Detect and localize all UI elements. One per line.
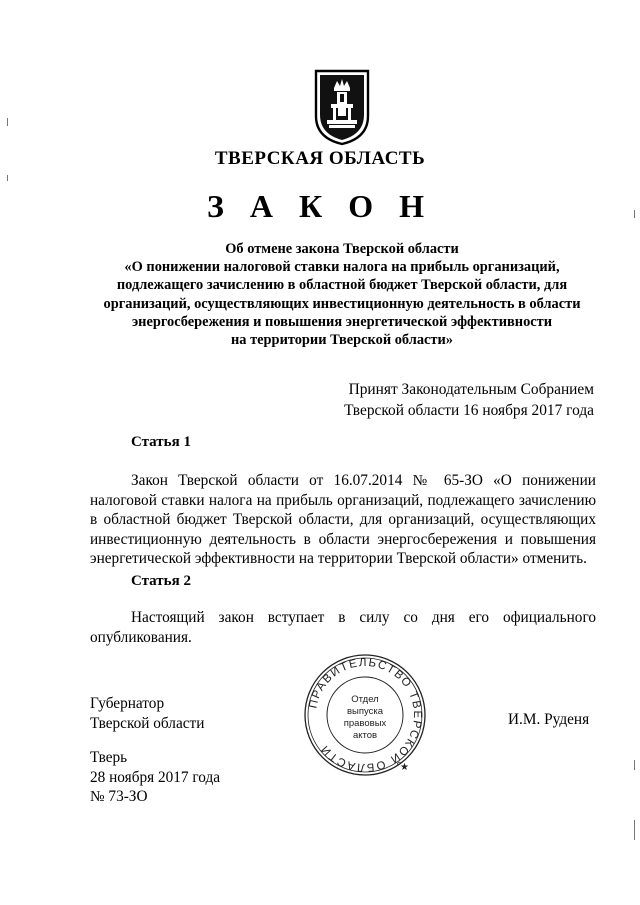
signatory-position-line: Тверской области: [90, 714, 205, 732]
svg-text:★: ★: [400, 762, 409, 773]
document-type-heading: З А К О Н: [207, 188, 433, 224]
law-title-line: подлежащего зачислению в областной бюджет Тверской области, для: [116, 277, 568, 294]
adoption-line: Принят Законодательным Собранием: [348, 381, 594, 398]
stamp-ring-text: ПРАВИТЕЛЬСТВО ТВЕРСКОЙ ОБЛАСТИ: [307, 656, 424, 774]
article-2-text: Настоящий закон вступает в силу со дня его официального опубликования.: [90, 609, 596, 646]
article-1-text: Закон Тверской области от 16.07.2014 № 65-ЗО «О понижении налоговой ставки налога на прибыль организаций, подлежащего зачислению в областной бюджет Тверской области, для организаций, осуществляющих инвестиционную деятельность в области энергосбережения и повышения энергетической эффективности на территории Тверской области» отменить.: [90, 472, 596, 568]
article-1-heading: Статья 1: [131, 434, 191, 450]
article-2-heading: Статья 2: [131, 573, 191, 589]
stamp-center-line: Отдел: [351, 694, 379, 705]
law-title-line: Об отмене закона Тверской области: [225, 241, 459, 257]
scan-mark: [634, 760, 635, 770]
signatory-position-line: Губернатор: [90, 695, 165, 712]
adoption-note: [344, 379, 594, 421]
signatory-position: [90, 694, 204, 733]
law-title-line: на территории Тверской области»: [231, 332, 453, 349]
issue-details: [90, 748, 220, 807]
issue-date: 28 ноября 2017 года: [90, 768, 221, 786]
scan-mark: [7, 118, 8, 126]
stamp-center-line: выпуска: [346, 706, 384, 717]
law-number: № 73-ЗО: [90, 788, 148, 806]
adoption-line: Тверской области 16 ноября 2017 года: [344, 402, 594, 419]
stamp-center-line: правовых: [343, 718, 387, 729]
region-heading: ТВЕРСКАЯ ОБЛАСТЬ: [214, 148, 426, 169]
scan-mark: [634, 210, 635, 218]
tver-coat-of-arms-icon: [313, 68, 371, 146]
official-stamp-icon: [302, 652, 428, 778]
issue-city: Тверь: [90, 749, 128, 766]
stamp-center-line: актов: [352, 730, 378, 741]
law-title-line: энергосбережения и повышения энергетической эффективности: [131, 313, 553, 330]
signatory-name: И.М. Руденя: [508, 711, 590, 728]
law-title-line: организаций, осуществляющих инвестиционную деятельность в области: [103, 295, 581, 312]
scan-mark: [634, 820, 635, 840]
scan-mark: [7, 175, 8, 181]
law-title: [80, 240, 604, 349]
law-title-line: «О понижении налоговой ставки налога на прибыль организаций,: [124, 259, 560, 276]
